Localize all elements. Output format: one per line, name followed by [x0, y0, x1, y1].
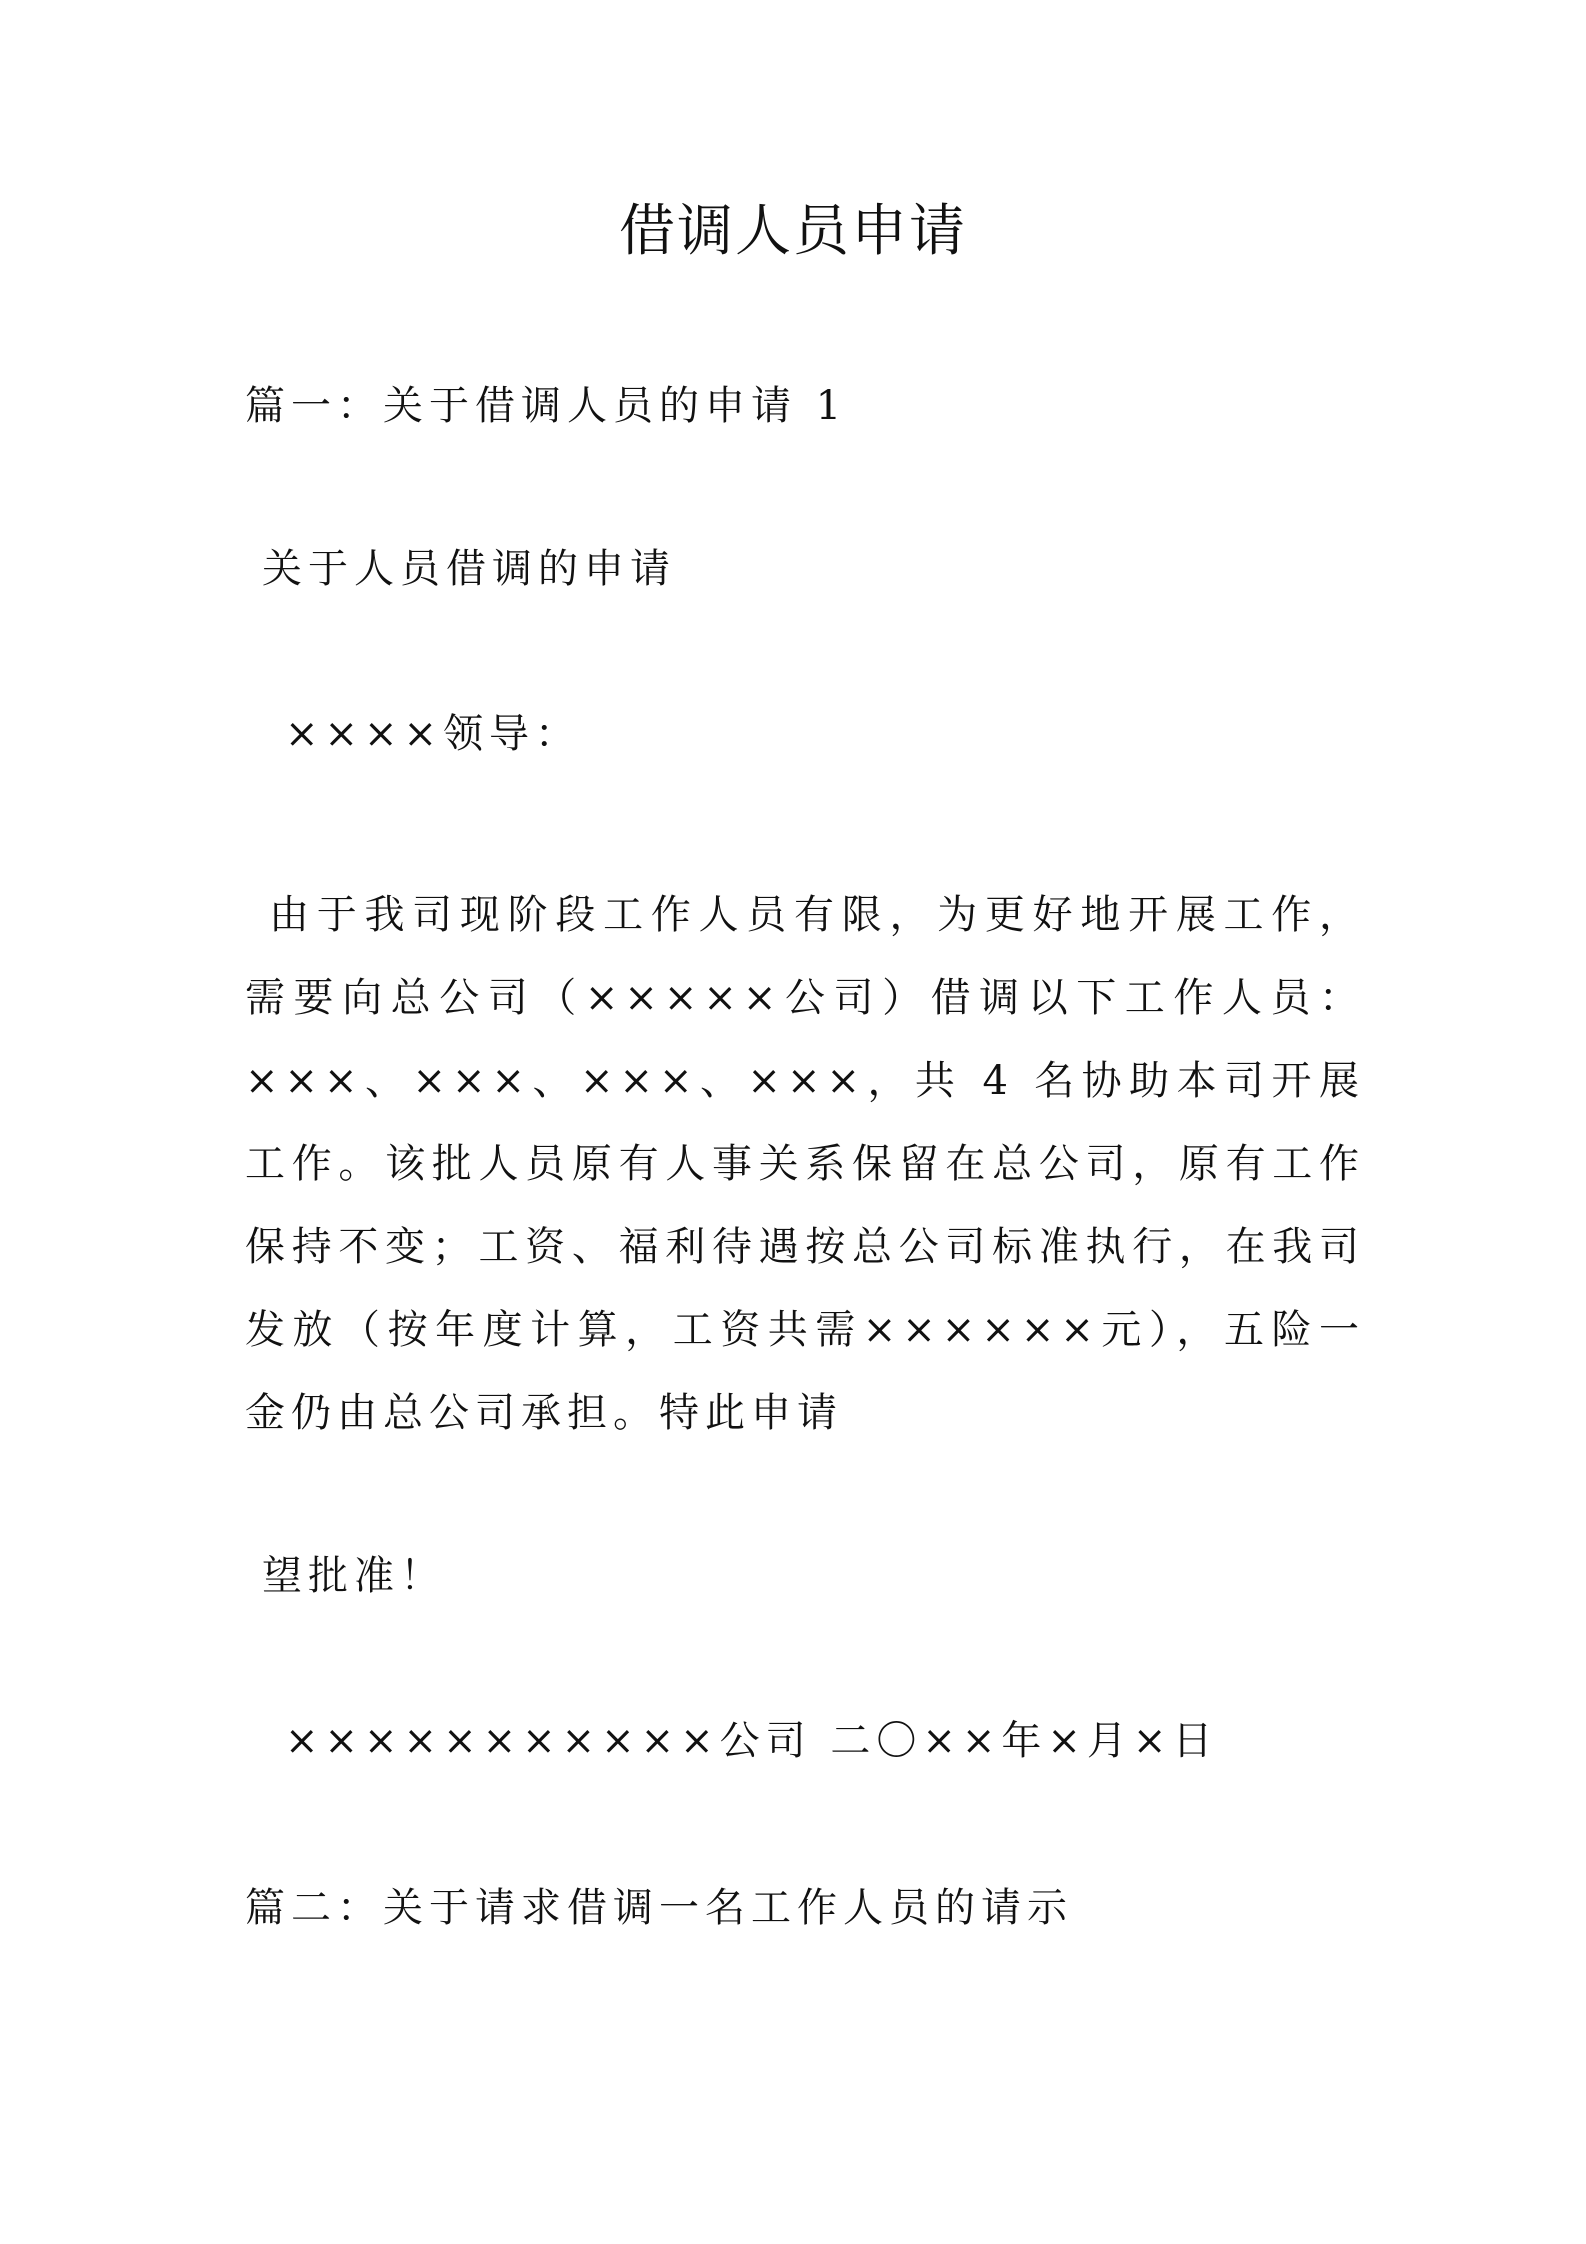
closing-line: 望批准！	[262, 1553, 446, 1599]
application-subtitle: 关于人员借调的申请	[262, 546, 676, 592]
document-title: 借调人员申请	[619, 199, 967, 264]
signature-date-line: ×××××××××××公司 二〇××年×月×日	[285, 1718, 1219, 1764]
section-2-heading: 篇二：关于请求借调一名工作人员的请示	[245, 1885, 1073, 1931]
body-paragraph: 由于我司现阶段工作人员有限，为更好地开展工作，需要向总公司（×××××公司）借调以下工作人员：×××、×××、×××、×××，共 4 名协助本司开展工作。该批人员原有人事关系保留在总公司，原有工作保持不变；工资、福利待遇按总公司标准执行，在我司发放（按年度计算，工资共需××××××元），五险一金仍由总公司承担。特此申请	[245, 892, 1365, 1436]
section-1-heading: 篇一：关于借调人员的申请 1	[245, 383, 848, 429]
salutation: ××××领导：	[285, 711, 582, 757]
